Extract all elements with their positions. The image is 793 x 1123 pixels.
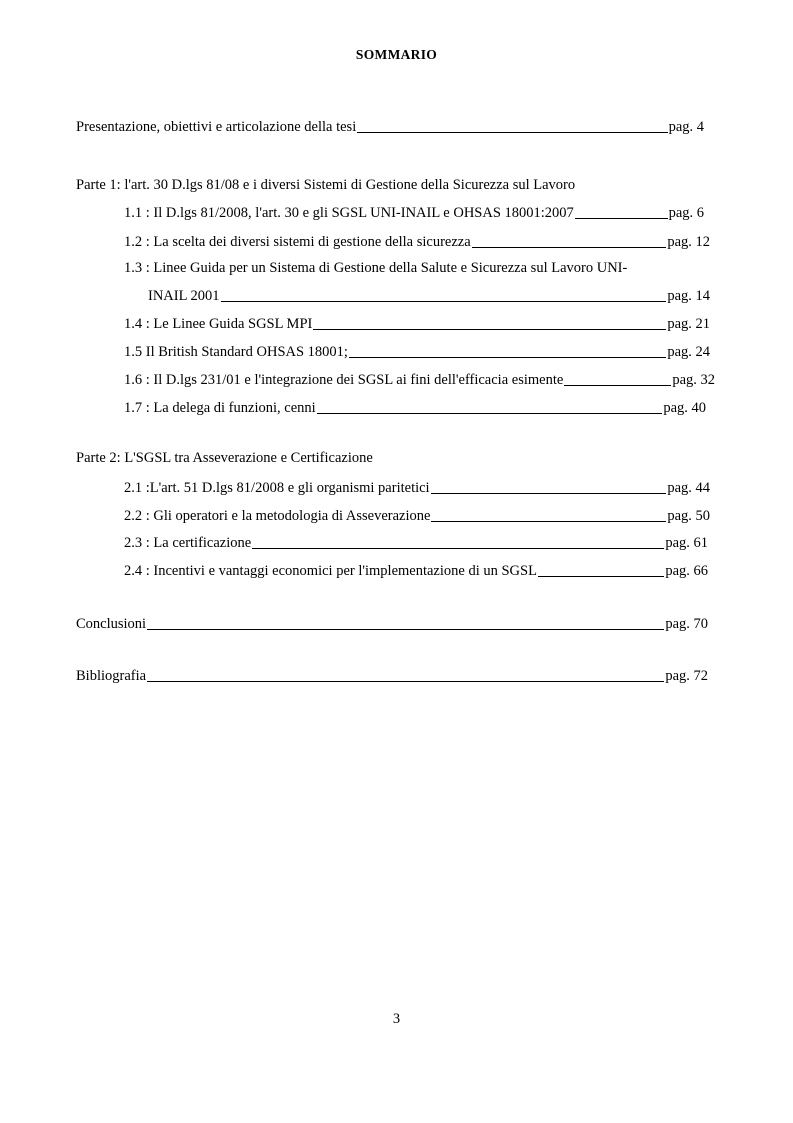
toc-title: SOMMARIO <box>355 47 438 62</box>
toc-page-ref: pag. 24 <box>667 344 710 360</box>
toc-leader-line <box>357 132 667 133</box>
toc-leader-line <box>538 576 664 577</box>
toc-leader-line <box>317 413 663 414</box>
toc-page-ref: pag. 4 <box>668 119 704 135</box>
toc-entry-1-3[interactable] <box>148 285 710 305</box>
toc-entry-2-4[interactable] <box>124 560 708 580</box>
toc-entry-text: 2.2 : Gli operatori e la metodologia di Asseverazione <box>124 508 431 524</box>
toc-leader-line <box>313 329 666 330</box>
toc-leader-line <box>431 493 667 494</box>
toc-page-ref: pag. 66 <box>665 563 708 579</box>
page-number: 3 <box>392 1011 401 1027</box>
toc-entry-1-7[interactable] <box>124 397 706 417</box>
toc-entry-text: 2.4 : Incentivi e vantaggi economici per l'implementazione di un SGSL <box>124 563 537 579</box>
toc-entry-text: 1.2 : La scelta dei diversi sistemi di gestione della sicurezza <box>124 234 471 250</box>
toc-page-ref: pag. 6 <box>668 205 704 221</box>
toc-leader-line <box>575 218 668 219</box>
toc-page-ref: pag. 40 <box>663 400 706 416</box>
toc-page-ref: pag. 12 <box>667 234 710 250</box>
toc-leader-line <box>564 385 671 386</box>
toc-leader-line <box>431 521 666 522</box>
toc-entry-1-6[interactable] <box>124 369 715 389</box>
toc-entry-2-2[interactable] <box>124 505 710 525</box>
toc-entry-text: 1.1 : Il D.lgs 81/2008, l'art. 30 e gli SGSL UNI-INAIL e OHSAS 18001:2007 <box>124 205 574 221</box>
toc-entry-bibliography[interactable] <box>76 665 708 685</box>
toc-entry-text: 1.6 : Il D.lgs 231/01 e l'integrazione dei SGSL ai fini dell'efficacia esimente <box>124 372 564 388</box>
toc-entry-intro[interactable] <box>76 116 704 136</box>
toc-entry-1-3-line1[interactable]: 1.3 : Linee Guida per un Sistema di Gestione della Salute e Sicurezza sul Lavoro UNI- <box>124 260 628 276</box>
toc-leader-line <box>221 301 667 302</box>
toc-entry-text: 2.3 : La certificazione <box>124 535 252 551</box>
toc-part-heading: Parte 2: L'SGSL tra Asseverazione e Certificazione <box>76 450 373 466</box>
toc-entry-text: Conclusioni <box>76 616 147 632</box>
toc-entry-text: Bibliografia <box>76 668 147 684</box>
toc-leader-line <box>147 681 664 682</box>
toc-entry-conclusions[interactable] <box>76 613 708 633</box>
toc-entry-1-5[interactable] <box>124 341 710 361</box>
toc-entry-text: INAIL 2001 <box>148 288 220 304</box>
toc-page-ref: pag. 44 <box>667 480 710 496</box>
toc-entry-text: 1.4 : Le Linee Guida SGSL MPI <box>124 316 313 332</box>
toc-part-heading: Parte 1: l'art. 30 D.lgs 81/08 e i diversi Sistemi di Gestione della Sicurezza sul Lavoro <box>76 177 576 193</box>
toc-page-ref: pag. 21 <box>667 316 710 332</box>
toc-entry-1-2[interactable] <box>124 231 710 251</box>
toc-entry-1-4[interactable] <box>124 313 710 333</box>
toc-entry-text: 1.5 Il British Standard OHSAS 18001; <box>124 344 348 360</box>
toc-page-ref: pag. 32 <box>672 372 715 388</box>
toc-entry-text: Presentazione, obiettivi e articolazione della tesi <box>76 119 357 135</box>
toc-entry-text: 1.7 : La delega di funzioni, cenni <box>124 400 316 416</box>
toc-entry-text: 2.1 :L'art. 51 D.lgs 81/2008 e gli organismi paritetici <box>124 480 430 496</box>
toc-entry-2-1[interactable] <box>124 477 710 497</box>
toc-leader-line <box>472 247 667 248</box>
toc-page-ref: pag. 72 <box>665 668 708 684</box>
toc-leader-line <box>147 629 664 630</box>
toc-page-ref: pag. 70 <box>665 616 708 632</box>
toc-page-ref: pag. 50 <box>667 508 710 524</box>
toc-leader-line <box>349 357 666 358</box>
toc-entry-2-3[interactable] <box>124 532 708 552</box>
toc-page-ref: pag. 14 <box>667 288 710 304</box>
toc-entry-1-1[interactable] <box>124 202 704 222</box>
toc-page-ref: pag. 61 <box>665 535 708 551</box>
toc-leader-line <box>252 548 664 549</box>
